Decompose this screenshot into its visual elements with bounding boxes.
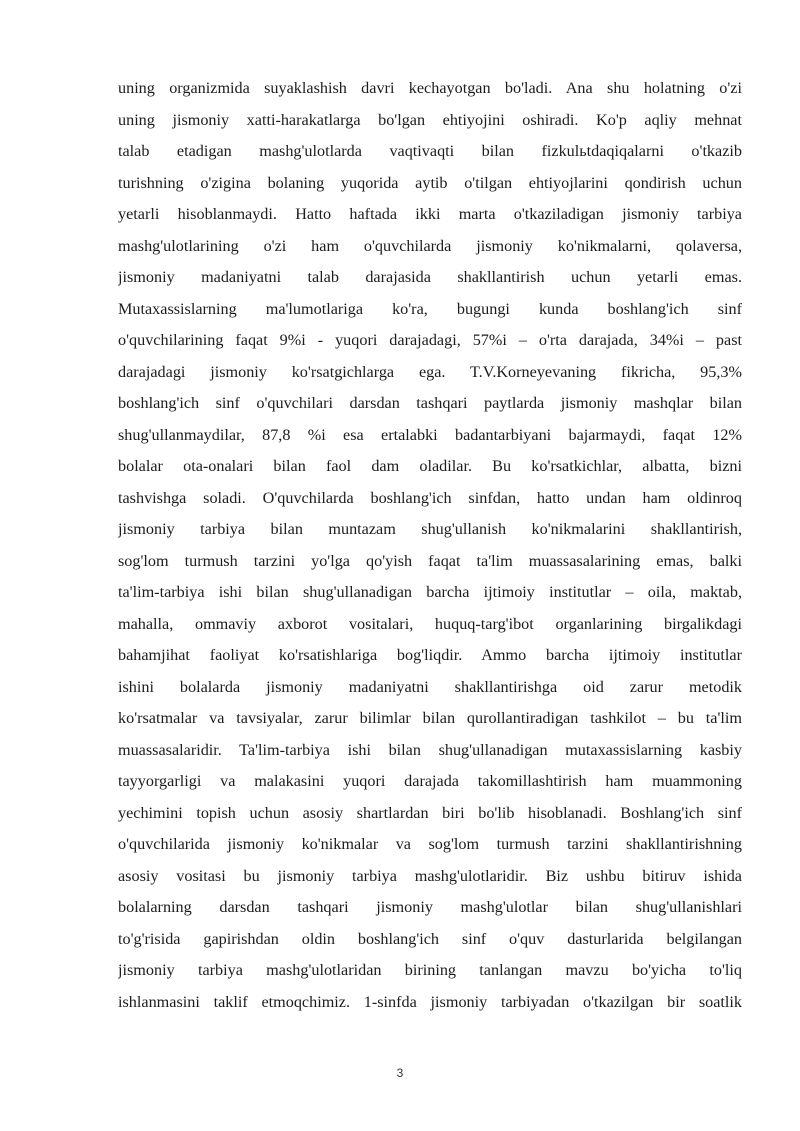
text-line: mahalla, ommaviy axborot vositalari, huquq-targ'ibot organlarining birgalikdagi xyxy=(118,614,742,633)
text-line: bahamjihat faoliyat ko'rsatishlariga bog'liqdir. Ammo barcha ijtimoiy institutlar xyxy=(118,646,742,664)
text-line: uning organizmida suyaklashish davri kechayotgan bo'ladi. Ana shu holatning o'zi xyxy=(118,79,742,97)
text-line: bolalar ota-onalari bilan faol dam oladilar. Bu ko'rsatkichlar, albatta, bizni xyxy=(118,457,742,475)
text-line: asosiy vositasi bu jismoniy tarbiya mashg'ulotlaridir. Biz ushbu bitiruv ishida xyxy=(118,866,742,885)
text-line: tashvishga soladi. O'quvchilarda boshlang'ich sinfdan, hatto undan ham oldinroq xyxy=(118,488,742,507)
text-line: darajadagi jismoniy ko'rsatgichlarga ega. T.V.Korneyevaning fikricha, 95,3% xyxy=(118,362,742,381)
text-line: sog'lom turmush tarzini yo'lga qo'yish faqat ta'lim muassasalarining emas, balki xyxy=(118,551,742,570)
text-line: jismoniy tarbiya bilan muntazam shug'ullanish ko'nikmalarini shakllantirish, xyxy=(118,520,742,538)
text-line: turishning o'zigina bolaning yuqorida aytib o'tilgan ehtiyojlarini qondirish uchun xyxy=(118,173,742,192)
text-line: shug'ullanmaydilar, 87,8 %i esa ertalabki badantarbiyani bajarmaydi, faqat 12% xyxy=(118,425,742,444)
text-line: boshlang'ich sinf o'quvchilari darsdan tashqari paytlarda jismoniy mashqlar bilan xyxy=(118,394,742,412)
text-line: muassasalaridir. Ta'lim-tarbiya ishi bilan shug'ullanadigan mutaxassislarning kasbiy xyxy=(118,740,742,759)
text-line: ta'lim-tarbiya ishi bilan shug'ullanadigan barcha ijtimoiy institutlar – oila, maktab, xyxy=(118,583,742,601)
text-line: tayyorgarligi va malakasini yuqori darajada takomillashtirish ham muammoning xyxy=(118,772,742,790)
text-line: yechimini topish uchun asosiy shartlardan biri bo'lib hisoblanadi. Boshlang'ich sinf xyxy=(118,803,742,822)
page-number: 3 xyxy=(396,1066,404,1080)
text-line: ko'rsatmalar va tavsiyalar, zarur bilimlar bilan qurollantiradigan tashkilot – bu ta'lim xyxy=(118,709,742,727)
text-line: jismoniy tarbiya mashg'ulotlaridan birining tanlangan mavzu bo'yicha to'liq xyxy=(118,961,742,979)
text-line: jismoniy madaniyatni talab darajasida shakllantirish uchun yetarli emas. xyxy=(118,268,742,286)
text-line: yetarli hisoblanmaydi. Hatto haftada ikki marta o'tkaziladigan jismoniy tarbiya xyxy=(118,205,742,223)
text-line: ishlanmasini taklif etmoqchimiz. 1-sinfda jismoniy tarbiyadan o'tkazilgan bir soatlik xyxy=(118,992,742,1011)
text-line: bolalarning darsdan tashqari jismoniy mashg'ulotlar bilan shug'ullanishlari xyxy=(118,898,742,916)
text-line: Mutaxassislarning ma'lumotlariga ko'ra, bugungi kunda boshlang'ich sinf xyxy=(118,299,742,318)
text-line: talab etadigan mashg'ulotlarda vaqtivaqti bilan fizkulьtdaqiqalarni o'tkazib xyxy=(118,142,742,160)
text-line: mashg'ulotlarining o'zi ham o'quvchilarda jismoniy ko'nikmalarni, qolaversa, xyxy=(118,236,742,255)
text-line: uning jismoniy xatti-harakatlarga bo'lgan ehtiyojini oshiradi. Ko'p aqliy mehnat xyxy=(118,110,742,129)
text-line: to'g'risida gapirishdan oldin boshlang'ich sinf o'quv dasturlarida belgilangan xyxy=(118,929,742,948)
text-line: o'quvchilarida jismoniy ko'nikmalar va sog'lom turmush tarzini shakllantirishning xyxy=(118,835,742,853)
text-line: o'quvchilarining faqat 9%i - yuqori darajadagi, 57%i – o'rta darajada, 34%i – past xyxy=(118,331,742,349)
text-line: ishini bolalarda jismoniy madaniyatni shakllantirishga oid zarur metodik xyxy=(118,677,742,696)
body-paragraph xyxy=(118,73,742,1018)
